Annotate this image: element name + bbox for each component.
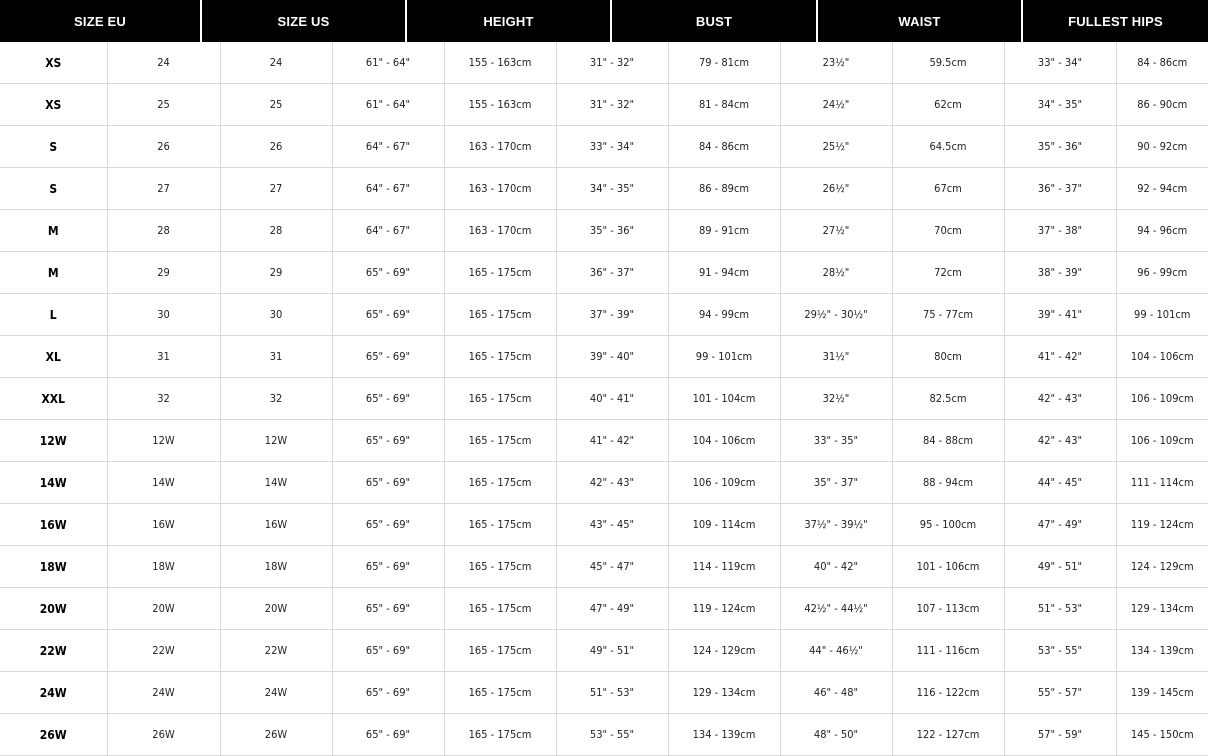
header-waist: WAIST xyxy=(818,0,1023,42)
cell-bust-cm: 86 - 89cm xyxy=(668,168,780,210)
cell-bust-in: 34" - 35" xyxy=(556,168,668,210)
cell-hips-in: 36" - 37" xyxy=(1004,168,1116,210)
header-height: HEIGHT xyxy=(407,0,612,42)
cell-hips-in: 35" - 36" xyxy=(1004,126,1116,168)
cell-size-eu: 18W xyxy=(107,546,220,588)
cell-size-eu-label: 12W xyxy=(0,420,107,462)
cell-height-cm: 165 - 175cm xyxy=(444,336,556,378)
cell-size-eu-label: L xyxy=(0,294,107,336)
cell-size-eu-label: XL xyxy=(0,336,107,378)
table-row xyxy=(0,420,1208,462)
cell-height-in: 65" - 69" xyxy=(332,714,444,756)
size-table xyxy=(0,42,1208,756)
cell-size-us: 14W xyxy=(220,462,332,504)
cell-bust-cm: 91 - 94cm xyxy=(668,252,780,294)
cell-bust-in: 42" - 43" xyxy=(556,462,668,504)
cell-bust-in: 36" - 37" xyxy=(556,252,668,294)
cell-waist-cm: 116 - 122cm xyxy=(892,672,1004,714)
cell-size-eu: 31 xyxy=(107,336,220,378)
cell-height-in: 65" - 69" xyxy=(332,630,444,672)
cell-waist-cm: 67cm xyxy=(892,168,1004,210)
cell-height-in: 64" - 67" xyxy=(332,168,444,210)
cell-height-cm: 163 - 170cm xyxy=(444,126,556,168)
cell-size-eu: 24W xyxy=(107,672,220,714)
cell-waist-in: 29½" - 30½" xyxy=(780,294,892,336)
cell-hips-cm: 106 - 109cm xyxy=(1116,378,1208,420)
cell-size-eu: 14W xyxy=(107,462,220,504)
cell-hips-cm: 104 - 106cm xyxy=(1116,336,1208,378)
cell-hips-cm: 111 - 114cm xyxy=(1116,462,1208,504)
cell-bust-in: 51" - 53" xyxy=(556,672,668,714)
cell-waist-cm: 101 - 106cm xyxy=(892,546,1004,588)
cell-hips-cm: 129 - 134cm xyxy=(1116,588,1208,630)
cell-waist-in: 44" - 46½" xyxy=(780,630,892,672)
cell-size-us: 25 xyxy=(220,84,332,126)
cell-hips-in: 37" - 38" xyxy=(1004,210,1116,252)
cell-size-us: 30 xyxy=(220,294,332,336)
cell-bust-in: 37" - 39" xyxy=(556,294,668,336)
table-header xyxy=(0,0,1208,42)
cell-height-cm: 165 - 175cm xyxy=(444,462,556,504)
cell-hips-in: 53" - 55" xyxy=(1004,630,1116,672)
cell-height-in: 65" - 69" xyxy=(332,504,444,546)
cell-waist-cm: 84 - 88cm xyxy=(892,420,1004,462)
cell-size-eu: 32 xyxy=(107,378,220,420)
cell-hips-in: 55" - 57" xyxy=(1004,672,1116,714)
cell-size-us: 20W xyxy=(220,588,332,630)
cell-bust-cm: 106 - 109cm xyxy=(668,462,780,504)
cell-size-eu: 27 xyxy=(107,168,220,210)
cell-waist-cm: 122 - 127cm xyxy=(892,714,1004,756)
cell-waist-cm: 80cm xyxy=(892,336,1004,378)
cell-waist-cm: 59.5cm xyxy=(892,42,1004,84)
cell-bust-in: 45" - 47" xyxy=(556,546,668,588)
cell-bust-in: 31" - 32" xyxy=(556,84,668,126)
cell-size-eu-label: S xyxy=(0,168,107,210)
cell-size-us: 24W xyxy=(220,672,332,714)
table-row xyxy=(0,462,1208,504)
cell-size-eu: 22W xyxy=(107,630,220,672)
cell-height-cm: 165 - 175cm xyxy=(444,504,556,546)
cell-size-eu-label: 24W xyxy=(0,672,107,714)
cell-hips-in: 57" - 59" xyxy=(1004,714,1116,756)
cell-bust-cm: 99 - 101cm xyxy=(668,336,780,378)
cell-waist-in: 28½" xyxy=(780,252,892,294)
cell-waist-in: 40" - 42" xyxy=(780,546,892,588)
cell-height-in: 65" - 69" xyxy=(332,294,444,336)
cell-waist-cm: 62cm xyxy=(892,84,1004,126)
cell-height-cm: 165 - 175cm xyxy=(444,252,556,294)
cell-size-us: 26 xyxy=(220,126,332,168)
cell-hips-cm: 94 - 96cm xyxy=(1116,210,1208,252)
cell-waist-cm: 64.5cm xyxy=(892,126,1004,168)
cell-height-in: 65" - 69" xyxy=(332,378,444,420)
cell-waist-in: 24½" xyxy=(780,84,892,126)
cell-size-eu-label: 18W xyxy=(0,546,107,588)
header-size-eu: SIZE EU xyxy=(0,0,202,42)
cell-bust-cm: 109 - 114cm xyxy=(668,504,780,546)
cell-hips-in: 51" - 53" xyxy=(1004,588,1116,630)
cell-hips-cm: 139 - 145cm xyxy=(1116,672,1208,714)
cell-hips-in: 44" - 45" xyxy=(1004,462,1116,504)
cell-waist-in: 25½" xyxy=(780,126,892,168)
table-row xyxy=(0,168,1208,210)
cell-hips-in: 33" - 34" xyxy=(1004,42,1116,84)
table-row xyxy=(0,210,1208,252)
cell-size-eu-label: 22W xyxy=(0,630,107,672)
cell-size-eu: 24 xyxy=(107,42,220,84)
cell-height-cm: 165 - 175cm xyxy=(444,588,556,630)
header-bust: BUST xyxy=(612,0,818,42)
cell-height-in: 65" - 69" xyxy=(332,252,444,294)
cell-height-cm: 165 - 175cm xyxy=(444,378,556,420)
cell-size-us: 31 xyxy=(220,336,332,378)
cell-waist-in: 42½" - 44½" xyxy=(780,588,892,630)
cell-bust-in: 40" - 41" xyxy=(556,378,668,420)
cell-waist-in: 46" - 48" xyxy=(780,672,892,714)
cell-size-us: 32 xyxy=(220,378,332,420)
cell-bust-cm: 104 - 106cm xyxy=(668,420,780,462)
cell-size-us: 24 xyxy=(220,42,332,84)
cell-waist-in: 35" - 37" xyxy=(780,462,892,504)
cell-hips-cm: 145 - 150cm xyxy=(1116,714,1208,756)
cell-hips-cm: 106 - 109cm xyxy=(1116,420,1208,462)
cell-size-eu-label: XS xyxy=(0,84,107,126)
table-row xyxy=(0,504,1208,546)
cell-hips-in: 42" - 43" xyxy=(1004,378,1116,420)
header-size-us: SIZE US xyxy=(202,0,407,42)
cell-hips-cm: 119 - 124cm xyxy=(1116,504,1208,546)
cell-size-us: 16W xyxy=(220,504,332,546)
table-row xyxy=(0,378,1208,420)
table-row xyxy=(0,294,1208,336)
cell-hips-cm: 84 - 86cm xyxy=(1116,42,1208,84)
table-row xyxy=(0,42,1208,84)
cell-height-in: 61" - 64" xyxy=(332,42,444,84)
header-fullest-hips: FULLEST HIPS xyxy=(1068,13,1163,29)
cell-height-in: 65" - 69" xyxy=(332,462,444,504)
cell-height-cm: 165 - 175cm xyxy=(444,714,556,756)
cell-bust-in: 47" - 49" xyxy=(556,588,668,630)
table-row xyxy=(0,672,1208,714)
cell-size-us: 28 xyxy=(220,210,332,252)
cell-height-cm: 163 - 170cm xyxy=(444,168,556,210)
cell-hips-cm: 134 - 139cm xyxy=(1116,630,1208,672)
cell-bust-cm: 101 - 104cm xyxy=(668,378,780,420)
cell-height-cm: 155 - 163cm xyxy=(444,84,556,126)
cell-hips-in: 38" - 39" xyxy=(1004,252,1116,294)
cell-bust-cm: 119 - 124cm xyxy=(668,588,780,630)
cell-hips-in: 42" - 43" xyxy=(1004,420,1116,462)
cell-bust-cm: 114 - 119cm xyxy=(668,546,780,588)
cell-waist-in: 48" - 50" xyxy=(780,714,892,756)
cell-size-eu-label: 16W xyxy=(0,504,107,546)
cell-bust-cm: 94 - 99cm xyxy=(668,294,780,336)
cell-size-eu-label: 26W xyxy=(0,714,107,756)
cell-bust-in: 41" - 42" xyxy=(556,420,668,462)
cell-size-eu-label: 20W xyxy=(0,588,107,630)
cell-height-in: 64" - 67" xyxy=(332,126,444,168)
cell-hips-cm: 96 - 99cm xyxy=(1116,252,1208,294)
cell-hips-in: 49" - 51" xyxy=(1004,546,1116,588)
cell-size-eu-label: XS xyxy=(0,42,107,84)
cell-waist-cm: 107 - 113cm xyxy=(892,588,1004,630)
cell-waist-in: 31½" xyxy=(780,336,892,378)
table-row xyxy=(0,588,1208,630)
table-row xyxy=(0,126,1208,168)
cell-bust-cm: 81 - 84cm xyxy=(668,84,780,126)
cell-size-eu-label: M xyxy=(0,252,107,294)
table-row xyxy=(0,336,1208,378)
cell-hips-in: 41" - 42" xyxy=(1004,336,1116,378)
cell-waist-cm: 111 - 116cm xyxy=(892,630,1004,672)
cell-size-us: 22W xyxy=(220,630,332,672)
cell-waist-cm: 82.5cm xyxy=(892,378,1004,420)
table-row xyxy=(0,714,1208,756)
cell-hips-cm: 92 - 94cm xyxy=(1116,168,1208,210)
cell-waist-cm: 95 - 100cm xyxy=(892,504,1004,546)
cell-waist-cm: 88 - 94cm xyxy=(892,462,1004,504)
cell-size-us: 27 xyxy=(220,168,332,210)
cell-bust-in: 49" - 51" xyxy=(556,630,668,672)
cell-height-in: 65" - 69" xyxy=(332,420,444,462)
cell-height-in: 61" - 64" xyxy=(332,84,444,126)
cell-height-cm: 165 - 175cm xyxy=(444,546,556,588)
cell-size-eu: 30 xyxy=(107,294,220,336)
table-body xyxy=(0,42,1208,756)
cell-height-cm: 163 - 170cm xyxy=(444,210,556,252)
cell-size-us: 29 xyxy=(220,252,332,294)
cell-waist-in: 23½" xyxy=(780,42,892,84)
cell-size-eu: 26W xyxy=(107,714,220,756)
cell-size-eu: 16W xyxy=(107,504,220,546)
cell-hips-in: 39" - 41" xyxy=(1004,294,1116,336)
table-row xyxy=(0,630,1208,672)
cell-waist-in: 27½" xyxy=(780,210,892,252)
cell-size-eu-label: M xyxy=(0,210,107,252)
cell-waist-in: 33" - 35" xyxy=(780,420,892,462)
cell-size-eu-label: XXL xyxy=(0,378,107,420)
cell-bust-in: 39" - 40" xyxy=(556,336,668,378)
cell-size-eu: 25 xyxy=(107,84,220,126)
cell-waist-cm: 70cm xyxy=(892,210,1004,252)
cell-bust-in: 31" - 32" xyxy=(556,42,668,84)
table-row xyxy=(0,252,1208,294)
cell-bust-cm: 129 - 134cm xyxy=(668,672,780,714)
cell-bust-cm: 124 - 129cm xyxy=(668,630,780,672)
cell-hips-in: 34" - 35" xyxy=(1004,84,1116,126)
cell-size-eu: 28 xyxy=(107,210,220,252)
cell-bust-in: 33" - 34" xyxy=(556,126,668,168)
cell-size-us: 12W xyxy=(220,420,332,462)
cell-hips-cm: 86 - 90cm xyxy=(1116,84,1208,126)
cell-waist-in: 26½" xyxy=(780,168,892,210)
cell-height-in: 65" - 69" xyxy=(332,546,444,588)
cell-bust-cm: 89 - 91cm xyxy=(668,210,780,252)
cell-hips-in: 47" - 49" xyxy=(1004,504,1116,546)
cell-hips-cm: 90 - 92cm xyxy=(1116,126,1208,168)
cell-height-cm: 165 - 175cm xyxy=(444,672,556,714)
cell-hips-cm: 99 - 101cm xyxy=(1116,294,1208,336)
cell-hips-cm: 124 - 129cm xyxy=(1116,546,1208,588)
cell-bust-in: 43" - 45" xyxy=(556,504,668,546)
cell-size-eu: 20W xyxy=(107,588,220,630)
cell-waist-cm: 75 - 77cm xyxy=(892,294,1004,336)
cell-height-cm: 165 - 175cm xyxy=(444,420,556,462)
cell-bust-cm: 79 - 81cm xyxy=(668,42,780,84)
cell-bust-cm: 134 - 139cm xyxy=(668,714,780,756)
cell-size-eu: 12W xyxy=(107,420,220,462)
cell-size-eu: 29 xyxy=(107,252,220,294)
cell-size-eu-label: 14W xyxy=(0,462,107,504)
cell-size-us: 18W xyxy=(220,546,332,588)
cell-bust-in: 35" - 36" xyxy=(556,210,668,252)
cell-height-cm: 165 - 175cm xyxy=(444,294,556,336)
cell-height-in: 65" - 69" xyxy=(332,336,444,378)
cell-height-in: 65" - 69" xyxy=(332,588,444,630)
table-row xyxy=(0,84,1208,126)
cell-waist-in: 32½" xyxy=(780,378,892,420)
cell-size-eu-label: S xyxy=(0,126,107,168)
cell-waist-in: 37½" - 39½" xyxy=(780,504,892,546)
cell-height-in: 64" - 67" xyxy=(332,210,444,252)
cell-size-us: 26W xyxy=(220,714,332,756)
cell-height-cm: 165 - 175cm xyxy=(444,630,556,672)
table-row xyxy=(0,546,1208,588)
cell-height-in: 65" - 69" xyxy=(332,672,444,714)
cell-height-cm: 155 - 163cm xyxy=(444,42,556,84)
cell-bust-cm: 84 - 86cm xyxy=(668,126,780,168)
cell-size-eu: 26 xyxy=(107,126,220,168)
cell-waist-cm: 72cm xyxy=(892,252,1004,294)
cell-bust-in: 53" - 55" xyxy=(556,714,668,756)
